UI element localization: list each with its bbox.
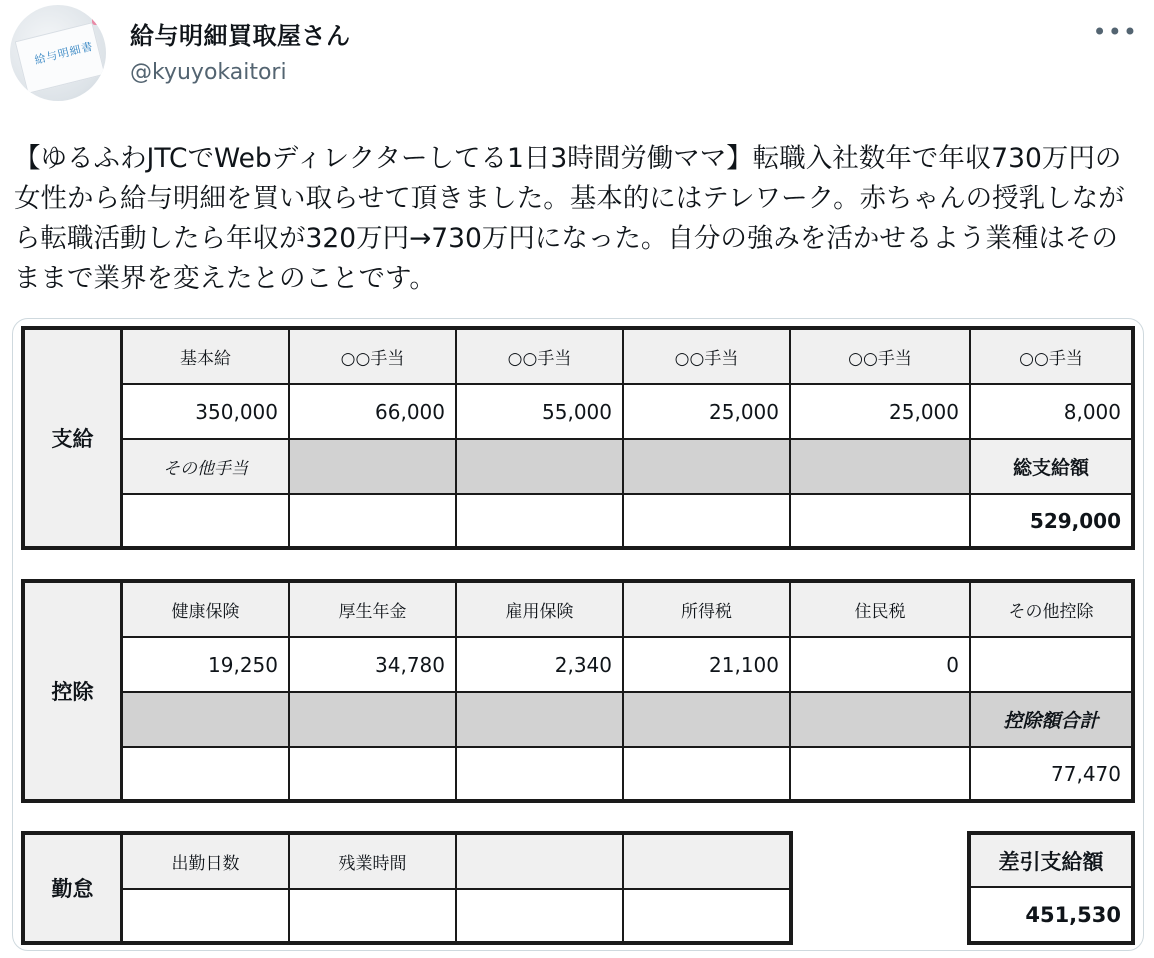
shikyu-value-cell: 25,000 <box>624 385 791 440</box>
more-horizontal-icon[interactable]: ••• <box>1092 18 1138 46</box>
shikyu-value-cell: 25,000 <box>791 385 971 440</box>
kojo-header-cell: その他控除 <box>971 583 1131 638</box>
shikyu-empty-cell <box>624 495 791 546</box>
shikyu-header-cell: ○○手当 <box>791 330 971 385</box>
kojo-value-cell: 2,340 <box>457 638 624 693</box>
kojo-header-cell: 厚生年金 <box>290 583 457 638</box>
avatar-pink-tag <box>92 5 106 25</box>
kintai-header-cell: 残業時間 <box>290 835 457 890</box>
shikyu-total-label: 総支給額 <box>971 440 1131 495</box>
kojo-header-cell: 住民税 <box>791 583 971 638</box>
kojo-shaded-cell <box>457 693 624 748</box>
display-name[interactable]: 給与明細買取屋さん <box>130 22 351 50</box>
kintai-empty-cell <box>457 890 624 941</box>
shikyu-shaded-cell <box>791 440 971 495</box>
kintai-empty-cell <box>290 890 457 941</box>
shikyu-empty-cell <box>123 495 290 546</box>
payslip-net-pay-box <box>967 831 1135 945</box>
kojo-value-cell: 19,250 <box>123 638 290 693</box>
shikyu-empty-cell <box>791 495 971 546</box>
shikyu-header-cell: 基本給 <box>123 330 290 385</box>
kojo-shaded-cell <box>624 693 791 748</box>
shikyu-header-cell: ○○手当 <box>971 330 1131 385</box>
kojo-empty-cell <box>624 748 791 799</box>
shikyu-shaded-cell <box>290 440 457 495</box>
kojo-empty-cell <box>290 748 457 799</box>
user-handle[interactable]: @kyuyokaitori <box>130 60 287 85</box>
shikyu-shaded-cell <box>457 440 624 495</box>
shikyu-header-cell: ○○手当 <box>624 330 791 385</box>
kintai-empty-cell <box>123 890 290 941</box>
section-title-kintai: 勤怠 <box>25 835 123 941</box>
shikyu-value-cell: 66,000 <box>290 385 457 440</box>
kojo-header-cell: 健康保険 <box>123 583 290 638</box>
net-pay-value: 451,530 <box>1025 902 1121 927</box>
kojo-shaded-cell <box>791 693 971 748</box>
kojo-empty-cell <box>791 748 971 799</box>
kojo-shaded-cell <box>290 693 457 748</box>
shikyu-total-value: 529,000 <box>1029 508 1121 533</box>
kojo-shaded-cell <box>123 693 290 748</box>
avatar[interactable] <box>10 5 106 101</box>
kojo-header-cell: 所得税 <box>624 583 791 638</box>
kintai-header-cell <box>624 835 789 890</box>
kojo-total-label: 控除額合計 <box>971 693 1131 748</box>
kojo-empty-cell <box>123 748 290 799</box>
shikyu-value-cell: 55,000 <box>457 385 624 440</box>
shikyu-other-allowance-label: その他手当 <box>123 440 290 495</box>
kojo-value-cell: 34,780 <box>290 638 457 693</box>
payslip-kintai-section <box>21 831 793 945</box>
kojo-value-cell: 21,100 <box>624 638 791 693</box>
kintai-header-cell: 出勤日数 <box>123 835 290 890</box>
section-title-kojo: 控除 <box>25 583 123 799</box>
avatar-document-image <box>15 22 106 94</box>
payslip-shikyu-section <box>21 326 1135 550</box>
kojo-header-cell: 雇用保険 <box>457 583 624 638</box>
shikyu-empty-cell <box>290 495 457 546</box>
kojo-value-cell: 0 <box>791 638 971 693</box>
shikyu-header-cell: ○○手当 <box>290 330 457 385</box>
shikyu-value-cell: 350,000 <box>123 385 290 440</box>
shikyu-empty-cell <box>457 495 624 546</box>
shikyu-header-cell: ○○手当 <box>457 330 624 385</box>
tweet-media-image[interactable] <box>12 318 1144 951</box>
kojo-empty-cell <box>457 748 624 799</box>
kojo-value-cell <box>971 638 1131 693</box>
payslip-kojo-section <box>21 579 1135 803</box>
shikyu-shaded-cell <box>624 440 791 495</box>
net-pay-label: 差引支給額 <box>971 835 1131 888</box>
tweet-text: 【ゆるふわJTCでWebディレクターしてる1日3時間労働ママ】転職入社数年で年収730万円の女性から給与明細を買い取らせて頂きました。基本的にはテレワーク。赤ちゃんの授乳しながら転職活動したら年収が320万円→730万円になった。自分の強みを活かせるよう業種はそのままで業界を変えたとのことです。 <box>14 143 1125 294</box>
avatar-document-label: 給与明細書 <box>33 39 95 67</box>
kojo-total-value: 77,470 <box>1051 761 1121 786</box>
shikyu-value-cell: 8,000 <box>971 385 1131 440</box>
kintai-empty-cell <box>624 890 789 941</box>
kintai-header-cell <box>457 835 624 890</box>
section-title-shikyu: 支給 <box>25 330 123 546</box>
